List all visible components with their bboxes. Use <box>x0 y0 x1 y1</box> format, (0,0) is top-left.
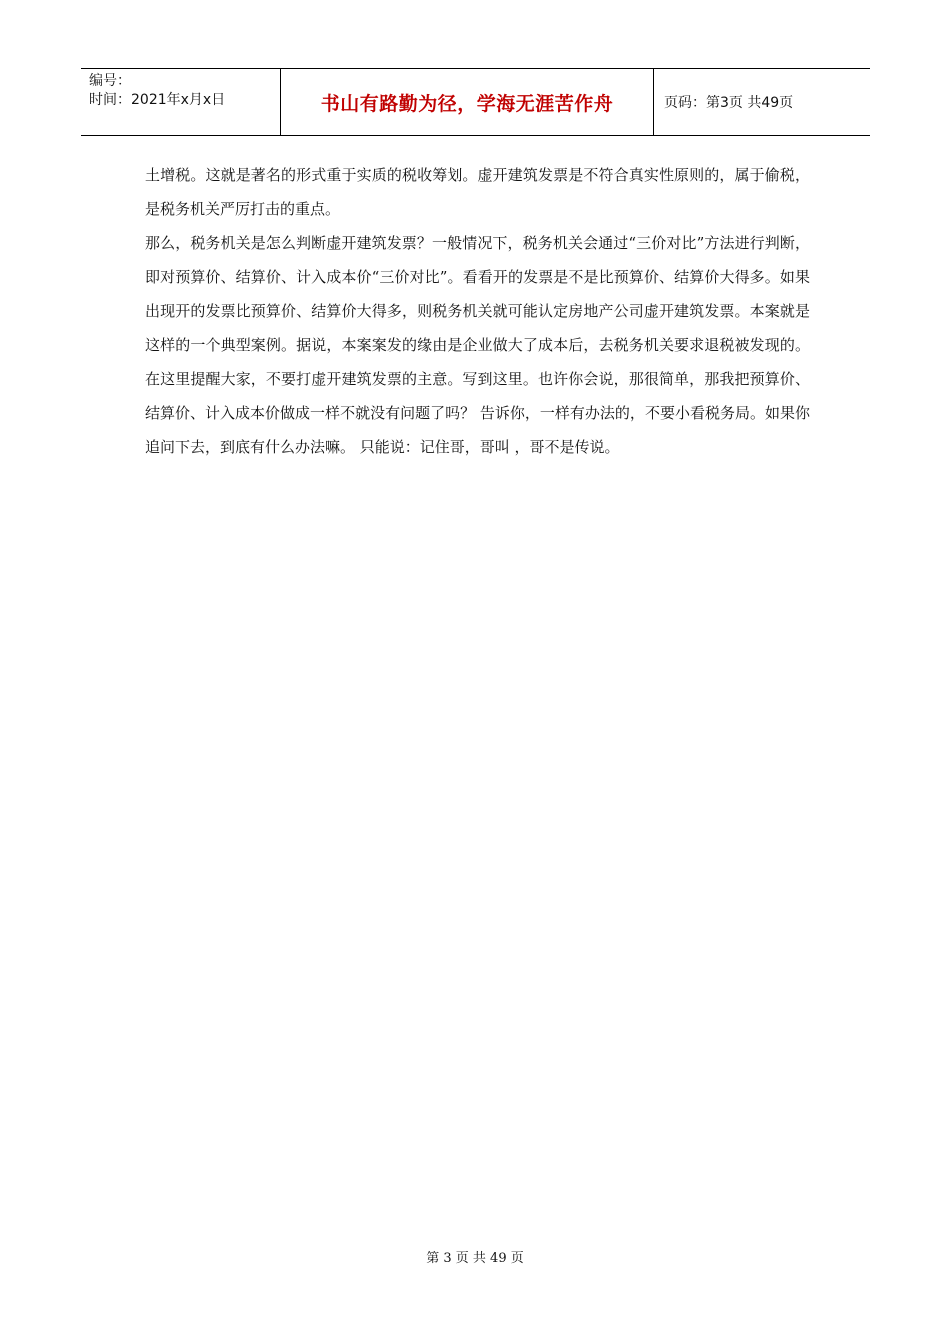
header-page-number: 页码：第3页 共49页 <box>664 95 794 111</box>
document-time-label: 时间：2021年x月x日 <box>89 92 226 108</box>
page-footer: 第 3 页 共 49 页 <box>426 1251 524 1266</box>
header-meta <box>81 69 281 135</box>
header-motto: 书山有路勤为径，学海无涯苦作舟 <box>281 69 654 135</box>
document-body <box>145 158 810 464</box>
paragraph: 那么，税务机关是怎么判断虚开建筑发票？一般情况下，税务机关会通过“三价对比”方法进行判断，即对预算价、结算价、计入成本价“三价对比”。看看开的发票是不是比预算价、结算价大得多。如果出现开的发票比预算价、结算价大得多，则税务机关就可能认定房地产公司虚开建筑发票。本案就是这样的一个典型案例。据说，本案案发的缘由是企业做大了成本后，去税务机关要求退税被发现的。 在这里提醒大家，不要打虚开建筑发票的主意。写到这里。也许你会说，那很简单，那我把预算价、结算价、计入成本价做成一样不就没有问题了吗？ 告诉你，一样有办法的，不要小看税务局。如果你追问下去，到底有什么办法嘛。 只能说：记住哥，哥叫 ，哥不是传说。 <box>145 234 810 456</box>
page-header <box>81 68 870 136</box>
document-number-label: 编号： <box>89 73 131 89</box>
paragraph: 土增税。这就是著名的形式重于实质的税收筹划。虚开建筑发票是不符合真实性原则的，属于偷税，是税务机关严厉打击的重点。 <box>145 166 810 218</box>
